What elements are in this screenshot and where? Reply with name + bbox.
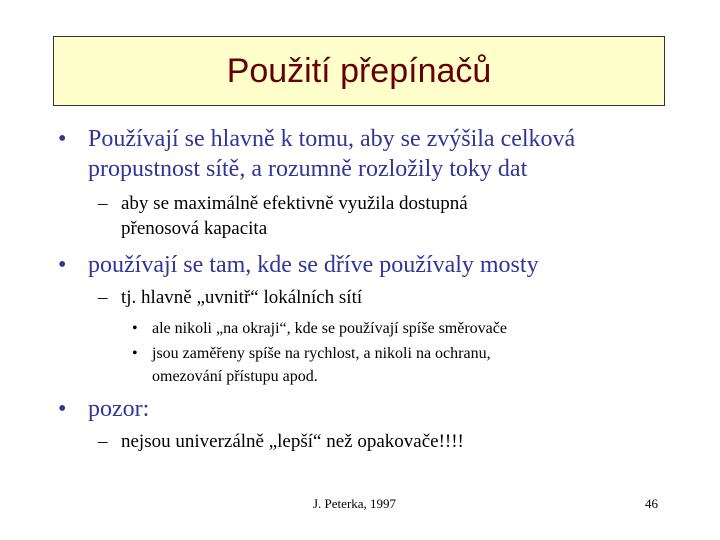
item-3-sub-1-line-1: nejsou univerzálně „lepší“ než opakovače!!!!	[121, 431, 464, 452]
item-2-sub-1-sub-2-line-1: jsou zaměřeny spíše na rychlost, a nikoli na ochranu,	[152, 345, 491, 362]
bullet-2-1-1: •	[132, 320, 138, 337]
item-1-line-2: propustnost sítě, a rozumně rozložily toky dat	[88, 156, 528, 182]
item-1-sub-1-line-1: aby se maximálně efektivně využila dostupná	[121, 193, 468, 214]
dash-1-1: –	[98, 193, 108, 214]
slide-title-box	[53, 36, 665, 106]
dash-3-1: –	[98, 431, 108, 452]
bullet-2-1-2: •	[132, 345, 138, 362]
item-2-sub-1-sub-2-line-2: omezování přístupu apod.	[152, 368, 318, 385]
item-3-line-1: pozor:	[88, 396, 150, 422]
item-2-sub-1-line-1: tj. hlavně „uvnitř“ lokálních sítí	[121, 287, 363, 308]
item-1-line-1: Používají se hlavně k tomu, aby se zvýšila celková	[88, 126, 576, 152]
slide-title: Použití přepínačů	[226, 51, 492, 90]
dash-2-1: –	[98, 287, 108, 308]
bullet-1: •	[58, 126, 67, 152]
page-number: 46	[645, 496, 658, 511]
item-2-sub-1-sub-1-line-1: ale nikoli „na okraji“, kde se používají spíše směrovače	[152, 320, 507, 337]
bullet-2: •	[58, 252, 67, 278]
item-1-sub-1-line-2: přenosová kapacita	[121, 218, 268, 239]
item-2-line-1: používají se tam, kde se dříve používaly mosty	[88, 252, 539, 278]
footer-author: J. Peterka, 1997	[313, 496, 397, 511]
bullet-3: •	[58, 396, 67, 422]
